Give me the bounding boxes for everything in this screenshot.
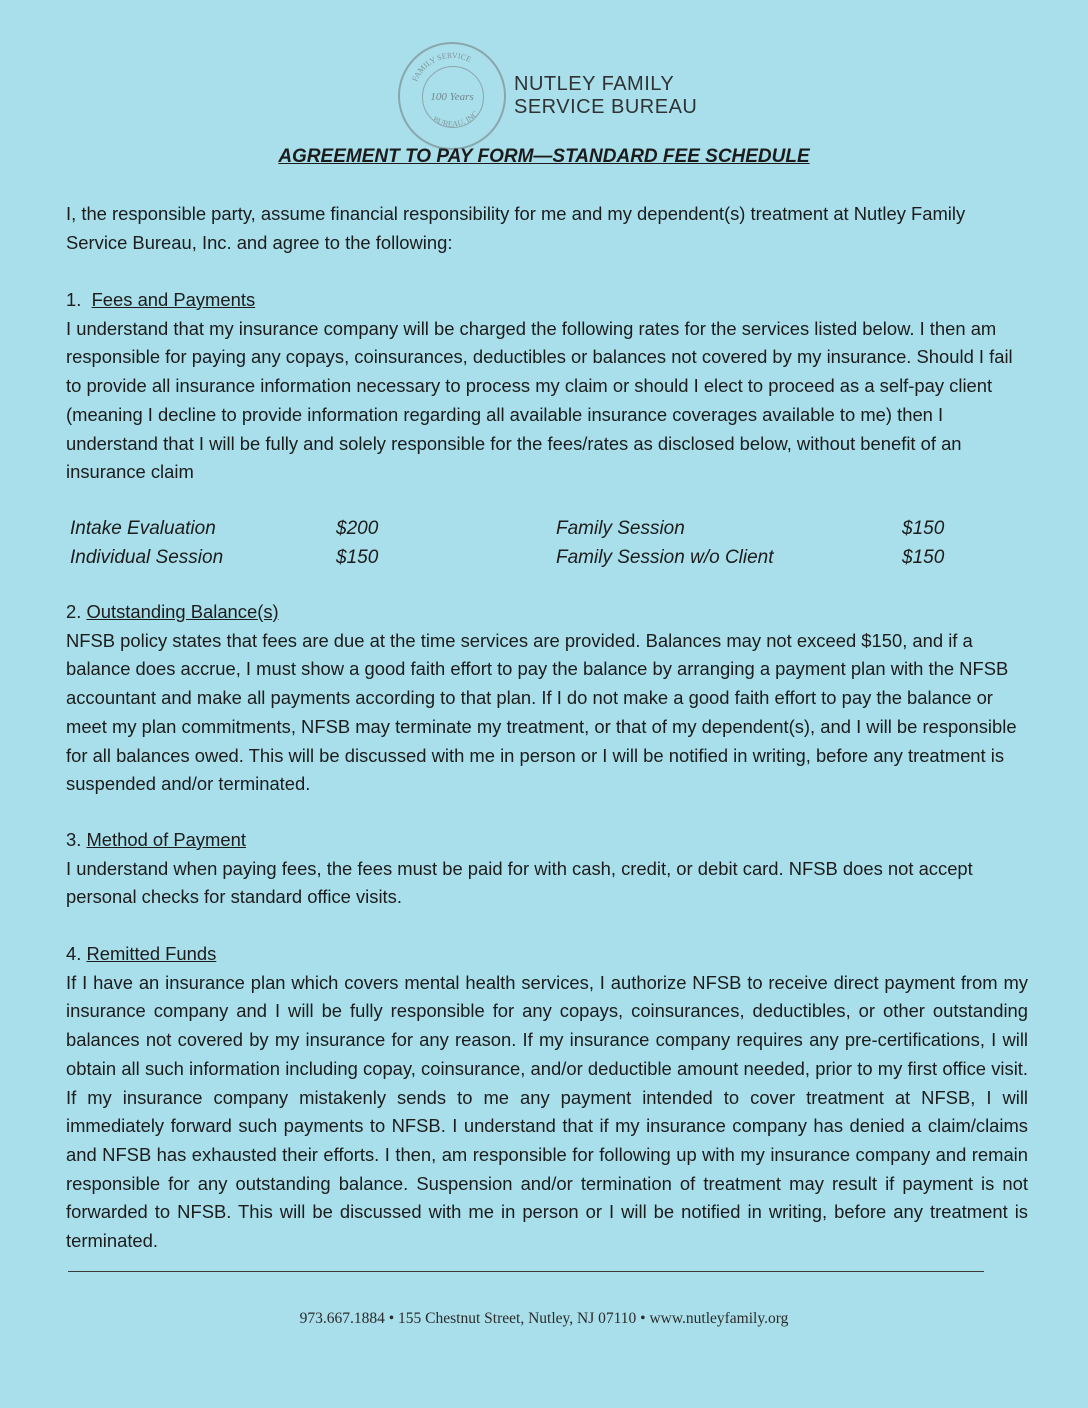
section-body: NFSB policy states that fees are due at the time services are provided. Balances may not exceed $150, and if a balance does accrue, I must show a good faith effort to pay the balance by arranging a payment plan with the NFSB accountant and make all payments according to that plan. If I do not make a good faith effort to pay the balance or meet my plan commitments, NFSB may terminate my treatment, or that of my dependent(s), and I will be responsible for all balances owed. This will be discussed with me in person or I will be notified in writing, before any treatment is suspended and/or terminated. — [66, 629, 1017, 795]
seal-bottom-text: BUREAU, INC — [431, 109, 480, 129]
fee-service: Family Session w/o Client — [556, 547, 774, 568]
letterhead — [398, 42, 697, 150]
organization-name — [514, 73, 697, 119]
fee-price: $150 — [336, 547, 379, 568]
intro-paragraph: I, the responsible party, assume financial responsibility for me and my dependent(s) treatment at Nutley Family Service Bureau, Inc. and agree to the following: — [66, 203, 966, 253]
fee-row — [70, 514, 970, 543]
fee-service: Family Session — [556, 518, 685, 539]
fee-service: Individual Session — [70, 547, 224, 568]
form-title: AGREEMENT TO PAY FORM—STANDARD FEE SCHEDULE — [278, 146, 810, 167]
org-name-line2: SERVICE BUREAU — [514, 96, 698, 118]
fee-price: $150 — [902, 518, 945, 539]
footer-divider — [68, 1271, 984, 1272]
section-heading: 1. Fees and Payments — [66, 289, 256, 310]
section-fees-and-payments — [66, 286, 1028, 487]
seal-center-text: 100 Years — [430, 91, 474, 103]
fee-price: $150 — [902, 547, 945, 568]
section-body: I understand that my insurance company will be charged the following rates for the services listed below. I then am responsible for paying any copays, coinsurances, deductibles or balances not covered by my insurance. Should I fail to provide all insurance information necessary to process my claim or should I elect to proceed as a self-pay client (meaning I decline to provide information regarding all available insurance coverages available to me) then I understand that I will be fully and solely responsible for the fees/rates as disclosed below, without benefit of an insurance claim — [66, 317, 1013, 483]
organization-seal — [398, 42, 506, 150]
section-heading: 4. Remitted Funds — [66, 943, 217, 964]
fee-row — [70, 543, 970, 572]
fee-service: Intake Evaluation — [70, 518, 216, 539]
seal-inner-ring — [422, 66, 484, 128]
section-body: I understand when paying fees, the fees must be paid for with cash, credit, or debit card. NFSB does not accept personal checks for standard office visits. — [66, 857, 973, 908]
seal-top-text: FAMILY SERVICE — [410, 50, 473, 83]
footer-contact: 973.667.1884 • 155 Chestnut Street, Nutley, NJ 07110 • www.nutleyfamily.org — [299, 1310, 789, 1327]
section-method-of-payment — [66, 826, 1028, 912]
section-remitted-funds — [66, 940, 1028, 1256]
section-heading: 3. Method of Payment — [66, 829, 246, 850]
section-heading: 2. Outstanding Balance(s) — [66, 601, 279, 622]
section-outstanding-balances — [66, 598, 1028, 799]
fee-table — [70, 514, 970, 572]
fee-price: $200 — [336, 518, 379, 539]
section-body: If I have an insurance plan which covers mental health services, I authorize NFSB to receive direct payment from my insurance company and I will be fully responsible for any copays, coinsurances, deductibles, or other outstanding balances not covered by my insurance for any reason. If my insurance company requires any pre-certifications, I will obtain all such information including copay, coinsurance, and/or deductible amount needed, prior to my first office visit. If my insurance company mistakenly sends to me any payment intended to cover treatment at NFSB, I will immediately forward such payments to NFSB. I understand that if my insurance company has denied a claim/claims and NFSB has exhausted their efforts. I then, am responsible for following up with my insurance company and remain responsible for any outstanding balance. Suspension and/or termination of treatment may result if payment is not forwarded to NFSB. This will be discussed with me in person or I will be notified in writing, before any treatment is terminated. — [66, 971, 1028, 1252]
org-name-line1: NUTLEY FAMILY — [514, 73, 675, 95]
